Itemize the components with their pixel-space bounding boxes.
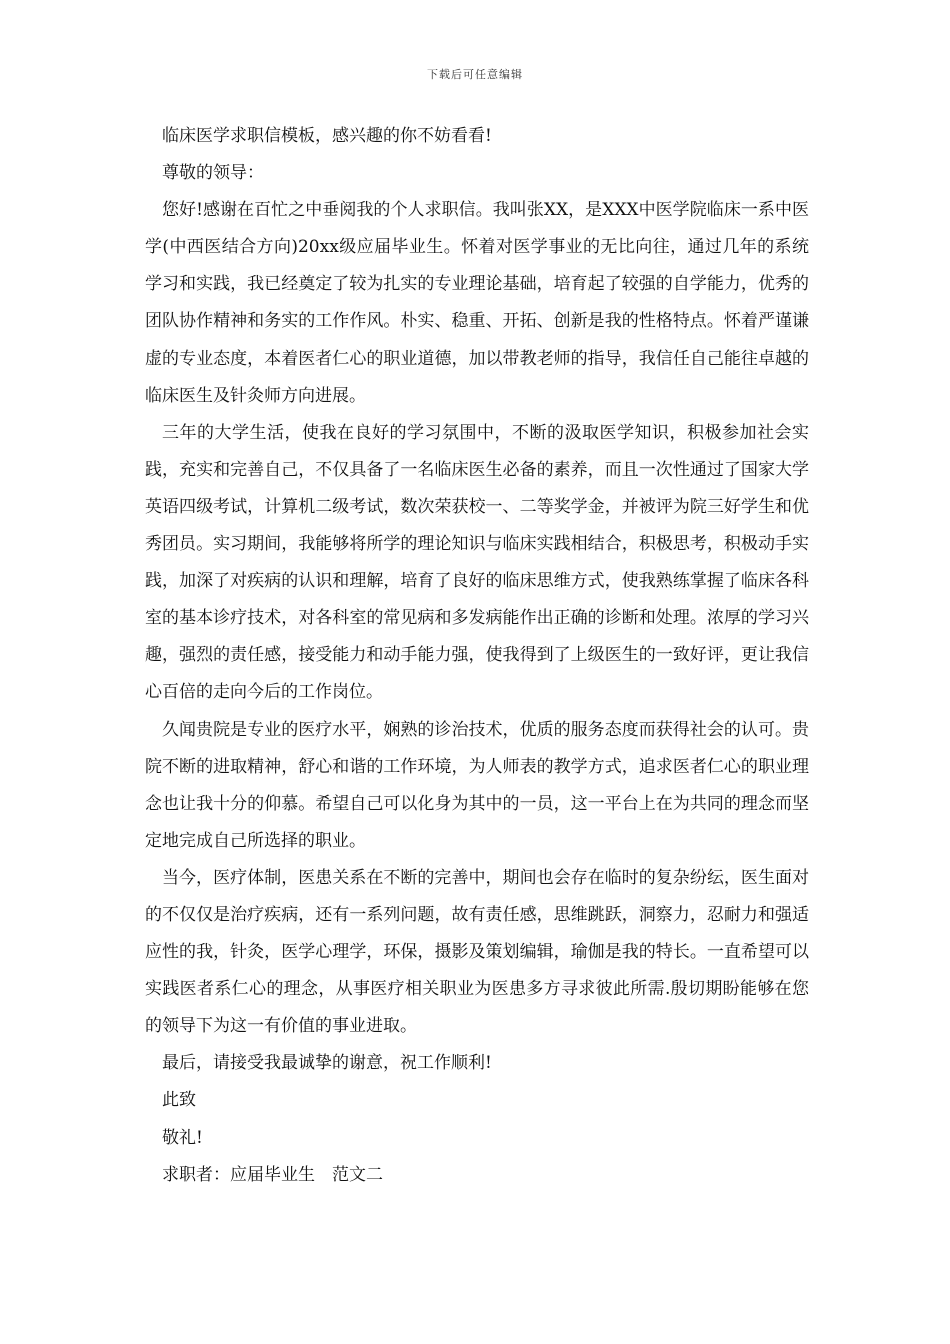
letter-regards-1: 此致 xyxy=(162,1090,196,1111)
letter-title: 临床医学求职信模板，感兴趣的你不妨看看! xyxy=(162,126,492,146)
letter-paragraph-3: 久闻贵院是专业的医疗水平，娴熟的诊治技术，优质的服务态度而获得社会的认可。贵院不断的进取精神，舒心和谐的工作环境，为人师表的教学方式，追求医者仁心的职业理念也让我十分的仰慕。希望自己可以化身为其中的一员，这一平台上在为共同的理念而坚定地完成自己所选择的职业。 xyxy=(145,719,809,851)
letter-paragraph-2: 三年的大学生活，使我在良好的学习氛围中，不断的汲取医学知识，积极参加社会实践，充实和完善自己，不仅具备了一名临床医生必备的素养，而且一次性通过了国家大学英语四级考试，计算机二级考试，数次荣获校一、二等奖学金，并被评为院三好学生和优秀团员。实习期间，我能够将所学的理论知识与临床实践相结合，积极思考，积极动手实践，加深了对疾病的认识和理解，培育了良好的临床思维方式，使我熟练掌握了临床各科室的基本诊疗技术，对各科室的常见病和多发病能作出正确的诊断和处理。浓厚的学习兴趣，强烈的责任感，接受能力和动手能力强，使我得到了上级医生的一致好评，更让我信心百倍的走向今后的工作岗位。 xyxy=(145,422,809,703)
letter-body xyxy=(145,118,809,1194)
letter-paragraph-1: 您好!感谢在百忙之中垂阅我的个人求职信。我叫张XX，是XXX中医学院临床一系中医学(中西医结合方向)20xx级应届毕业生。怀着对医学事业的无比向往，通过几年的系统学习和实践，我已经奠定了较为扎实的专业理论基础，培育起了较强的自学能力，优秀的团队协作精神和务实的工作作风。朴实、稳重、开拓、创新是我的性格特点。怀着严谨谦虚的专业态度，本着医者仁心的职业道德，加以带教老师的指导，我信任自己能往卓越的临床医生及针灸师方向进展。 xyxy=(145,200,809,406)
letter-paragraph-4: 当今，医疗体制，医患关系在不断的完善中，期间也会存在临时的复杂纷纭，医生面对的不仅仅是治疗疾病，还有一系列问题，故有责任感，思维跳跃，洞察力，忍耐力和强适应性的我，针灸，医学心理学，环保，摄影及策划编辑，瑜伽是我的特长。一直希望可以实践医者系仁心的理念，从事医疗相关职业为医患多方寻求彼此所需.殷切期盼能够在您的领导下为这一有价值的事业进取。 xyxy=(145,867,809,1037)
letter-regards-2: 敬礼! xyxy=(162,1127,203,1148)
letter-salutation: 尊敬的领导： xyxy=(162,163,264,184)
letter-signature: 求职者：应届毕业生 范文二 xyxy=(162,1164,383,1185)
page-header-note: 下载后可任意编辑 xyxy=(427,68,523,81)
letter-closing: 最后，请接受我最诚挚的谢意，祝工作顺利! xyxy=(162,1053,492,1074)
